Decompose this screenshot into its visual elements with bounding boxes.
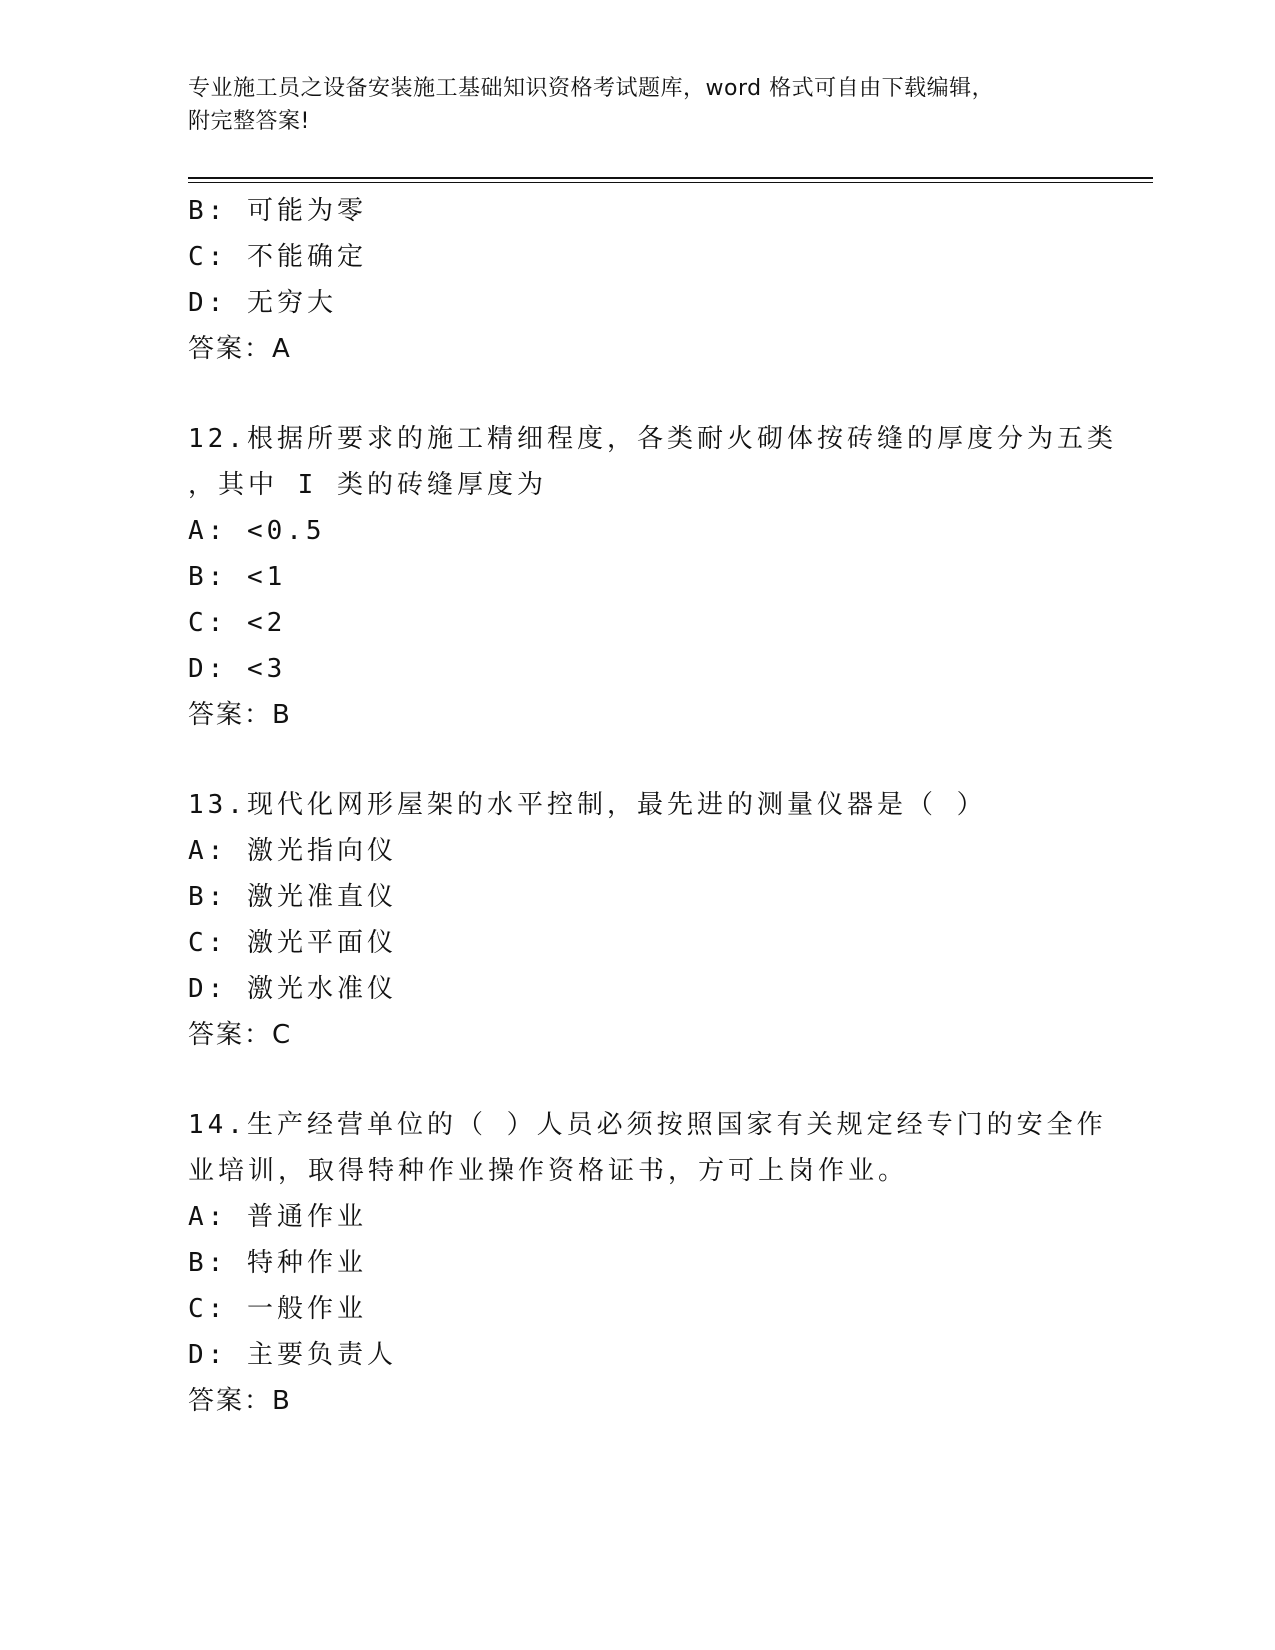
option-c: C: 激光平面仪 <box>188 928 397 958</box>
question-14 <box>188 1102 1107 1424</box>
question-stem-line-1: 14.生产经营单位的（ ）人员必须按照国家有关规定经专门的安全作 <box>188 1110 1107 1140</box>
question-stem-line-1: 13.现代化网形屋架的水平控制，最先进的测量仪器是（ ） <box>188 790 987 820</box>
spacer <box>188 372 1088 416</box>
option-b: B: 可能为零 <box>188 196 367 226</box>
page-header <box>188 72 1088 138</box>
header-line-2: 附完整答案! <box>188 109 310 134</box>
answer: 答案：C <box>188 1020 293 1050</box>
option-d: D: <3 <box>188 654 287 684</box>
question-11-continued <box>188 188 1088 372</box>
spacer <box>188 1058 1088 1102</box>
question-13 <box>188 782 1088 1058</box>
spacer <box>188 738 1088 782</box>
option-d: D: 无穷大 <box>188 288 337 318</box>
answer: 答案：A <box>188 334 292 364</box>
option-a: A: 普通作业 <box>188 1202 367 1232</box>
option-b: B: 激光准直仪 <box>188 882 397 912</box>
option-d: D: 主要负责人 <box>188 1340 397 1370</box>
question-12 <box>188 416 1117 738</box>
option-c: C: 不能确定 <box>188 242 367 272</box>
option-a: A: 激光指向仪 <box>188 836 397 866</box>
option-c: C: <2 <box>188 608 287 638</box>
answer: 答案：B <box>188 1386 292 1416</box>
question-stem-line-1: 12.根据所要求的施工精细程度，各类耐火砌体按砖缝的厚度分为五类 <box>188 424 1117 454</box>
header-divider-thin <box>188 182 1153 183</box>
question-list <box>188 188 1117 1424</box>
question-stem-line-2: 业培训，取得特种作业操作资格证书，方可上岗作业。 <box>188 1156 909 1186</box>
header-line-1: 专业施工员之设备安装施工基础知识资格考试题库，word 格式可自由下载编辑， <box>188 76 995 101</box>
answer: 答案：B <box>188 700 292 730</box>
header-divider-thick <box>188 177 1153 179</box>
question-stem-line-2: ，其中 I 类的砖缝厚度为 <box>188 470 547 500</box>
option-c: C: 一般作业 <box>188 1294 367 1324</box>
option-a: A: <0.5 <box>188 516 326 546</box>
option-d: D: 激光水准仪 <box>188 974 397 1004</box>
option-b: B: <1 <box>188 562 287 592</box>
option-b: B: 特种作业 <box>188 1248 367 1278</box>
